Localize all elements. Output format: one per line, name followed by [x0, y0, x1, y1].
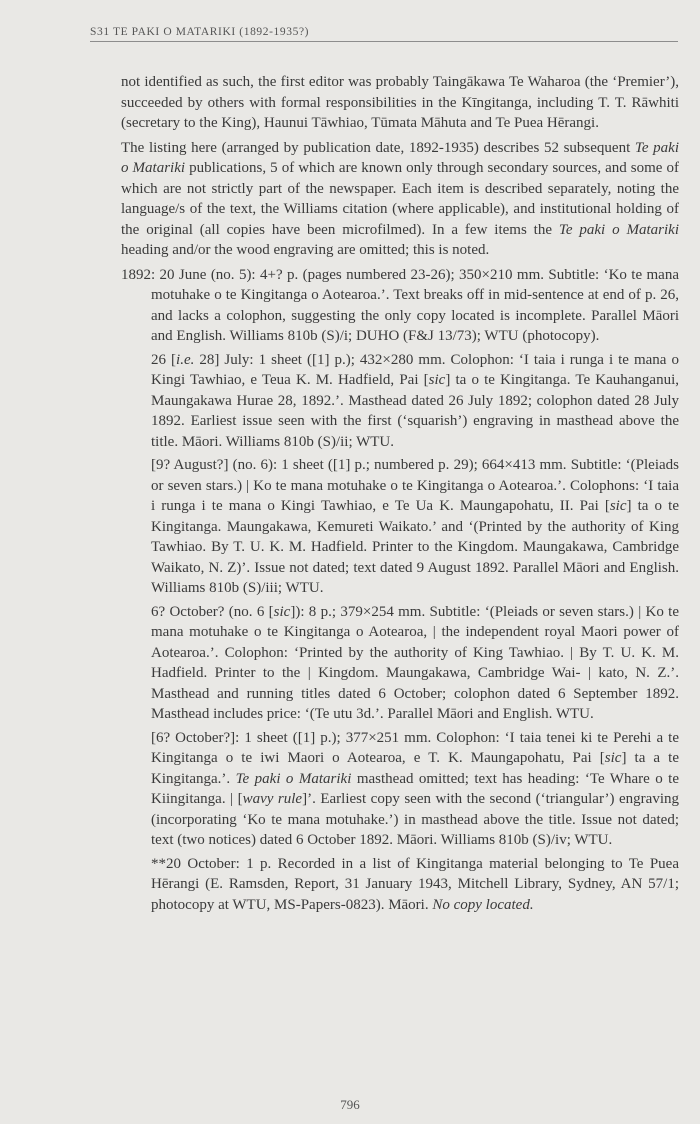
- text-run: ] ta a te Kingitanga.’.: [151, 750, 679, 787]
- italic-text: wavy rule: [242, 791, 303, 807]
- text-run: not identified as such, the first editor was probably Taingākawa Te Waharoa (the ‘Premier’), succeeded by others with formal responsibilities in the Kīngitanga, including T. T. Rāwhiti (secretary to the King), Haunui Tāwhiao, Tūmata Māhuta and Te Puea Hērangi.: [121, 74, 679, 131]
- italic-text: sic: [273, 603, 291, 620]
- text-run: ] ta o te Kingitanga. Maungakawa, Kemureti Waikato.’ and ‘(Printed by the authority of King Tawhiao. By T. U. K. M. Hadfield. Printer to the Kingdom. Maungakawa, Cambridge Waikato, N. Z)’. Issue not dated; text dated 9 August 1892. Parallel Māori and English. Williams 810b (S)/iii; WTU.: [151, 498, 679, 596]
- italic-text: No copy located.: [432, 896, 534, 913]
- intro-paragraph: [121, 72, 679, 134]
- text-run: **20 October: 1 p. Recorded in a list of Kingitanga material belonging to Te Puea Hērangi (E. Ramsden, Report, 31 January 1943, Mitchell Library, Sydney, AN 57/1; photocopy at WTU, MS-Papers-0823). Māori.: [151, 855, 679, 913]
- italic-text: Te paki o Matariki: [558, 221, 679, 238]
- catalogue-entry: [121, 728, 679, 851]
- italic-text: sic: [604, 750, 622, 766]
- italic-text: Te paki o Matariki: [235, 770, 352, 787]
- text-run: publications, 5 of which are known only through secondary sources, and some of which are not strictly part of the newspaper. Each item is described separately, noting the language/s of the text, the Williams citation (where applicable), and institutional holding of the original (all copies have been microfilmed). In a few items the: [121, 160, 679, 238]
- italic-text: Te paki o Matariki: [121, 139, 680, 176]
- catalogue-entry: [121, 602, 679, 725]
- text-run: ]): 8 p.; 379×254 mm. Subtitle: ‘(Pleiads or seven stars.) | Ko te mana motuhake o te Kingitanga o Aotearoa, | the independent royal Maori power of Aotearoa.’. Colophon: ‘Printed by the authority of King Tawhiao. | By T. U. K. M. Hadfield. Printer to the | Kingdom. Maungakawa, Cambridge Wai- | kato, N. Z.’. Masthead and running titles dated 6 October; colophon dated 6 September 1892. Masthead includes price: ‘(Te utu 3d.’. Parallel Māori and English. WTU.: [151, 603, 679, 722]
- text-run: 1892: 20 June (no. 5): 4+? p. (pages numbered 23-26); 350×210 mm. Subtitle: ‘Ko te mana motuhake o te Kingitanga o Aotearoa.’. Text breaks off in mid-sentence at end of p. 26, and lacks a colophon, suggesting the only copy located is incomplete. Parallel Māori and English. Williams 810b (S)/i; DUHO (F&J 13/73); WTU (photocopy).: [121, 266, 679, 344]
- text-run: [6? October?]: 1 sheet ([1] p.); 377×251 mm. Colophon: ‘I taia tenei ki te Perehi a te Kingitanga o te iwi Maori o Aotearoa, e T. K. Maungapohatu, Pai [: [151, 729, 679, 766]
- catalogue-entry: [121, 265, 679, 347]
- italic-text: sic: [609, 498, 627, 514]
- text-run: The listing here (arranged by publication date, 1892-1935) describes 52 subsequent: [121, 139, 635, 156]
- text-run: ]’. Earliest copy seen with the second (‘triangular’) engraving (incorporating ‘Ko te mana motuhake.’) in masthead above the title. Issue not dated; text (two notices) dated 6 October 1892. Māori. Williams 810b (S)/iv; WTU.: [151, 791, 679, 848]
- text-run: 26 [: [151, 351, 177, 368]
- text-run: heading and/or the wood engraving are omitted; this is noted.: [121, 242, 490, 258]
- intro-section: [121, 72, 679, 261]
- running-header: S31 TE PAKI O MATARIKI (1892-1935?): [90, 26, 678, 42]
- italic-text: sic: [428, 372, 446, 388]
- intro-paragraph: [121, 138, 679, 261]
- text-run: 6? October? (no. 6 [: [151, 603, 274, 620]
- page-number: 796: [340, 1097, 360, 1112]
- entry-list: [121, 265, 679, 916]
- italic-text: i.e.: [176, 351, 195, 368]
- text-run: [9? August?] (no. 6): 1 sheet ([1] p.; numbered p. 29); 664×413 mm. Subtitle: ‘(Pleiads or seven stars.) | Ko te mana motuhake o te Kingitanga o Aotearoa.’. Colophons: ‘I taia i runga i te mana o Kingi Tawhiao, e Te Ua K. Maungapohatu, II. Pai [: [151, 457, 679, 514]
- text-run: ] ta o te Kingitanga. Te Kauhanganui, Maungakawa Hurae 28, 1892.’. Masthead dated 26 July 1892; colophon dated 28 July 1892. Earliest issue seen with the first (‘squarish’) engraving in masthead above the title. Māori. Williams 810b (S)/ii; WTU.: [151, 372, 679, 450]
- catalogue-entry: [121, 455, 679, 599]
- catalogue-entry: [121, 350, 679, 453]
- text-run: masthead omitted; text has heading: ‘Te Whare o te Kiingitanga. | [: [151, 770, 679, 807]
- text-run: 28] July: 1 sheet ([1] p.); 432×280 mm. Colophon: ‘I taia i runga i te mana o Kingi Tawhiao, e Teua K. M. Hadfield, Pai [: [151, 351, 679, 388]
- catalogue-entry: [121, 854, 679, 916]
- body-text: [121, 72, 679, 918]
